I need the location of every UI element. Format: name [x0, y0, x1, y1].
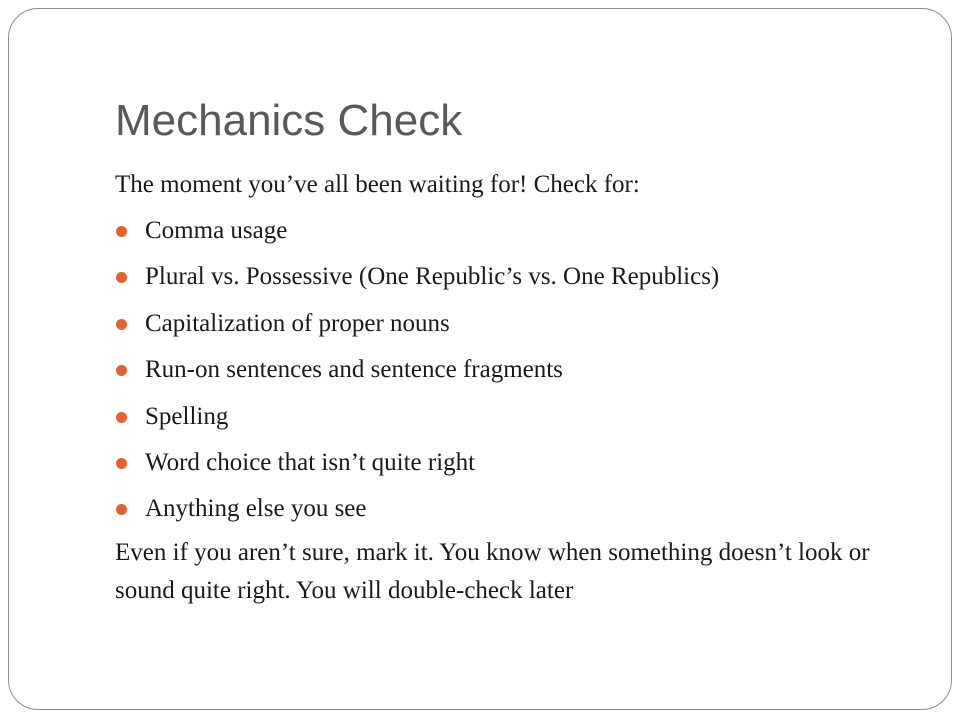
bullet-item: [115, 489, 915, 535]
bullet-icon: [116, 226, 127, 237]
slide-title: Mechanics Check: [115, 96, 463, 145]
bullet-text: Comma usage: [145, 217, 288, 244]
bullet-text: Word choice that isn’t quite right: [145, 448, 476, 476]
bullet-text: Run-on sentences and sentence fragments: [145, 356, 563, 384]
bullet-text: Anything else you see: [145, 495, 367, 523]
slide-body: [115, 165, 915, 610]
bullet-icon: [116, 319, 127, 330]
bullet-text: Plural vs. Possessive (One Republic’s vs. One Republics): [145, 263, 720, 291]
bullet-text: Spelling: [145, 402, 229, 430]
bullet-item: [115, 211, 915, 257]
bullet-text: Capitalization of proper nouns: [145, 309, 450, 337]
bullet-icon: [116, 458, 127, 469]
bullet-icon: [116, 504, 127, 515]
bullet-list: [115, 211, 915, 536]
bullet-icon: [116, 365, 127, 376]
intro-text: The moment you’ve all been waiting for! Check for:: [115, 171, 640, 198]
bullet-item: [115, 304, 915, 350]
bullet-item: [115, 350, 915, 396]
closing-text: Even if you aren’t sure, mark it. You know when something doesn’t look or sound quite right. You will double-check later: [115, 538, 870, 604]
bullet-item: [115, 397, 915, 443]
bullet-icon: [116, 412, 127, 423]
bullet-icon: [116, 272, 127, 283]
bullet-item: [115, 257, 915, 303]
bullet-item: [115, 443, 915, 489]
slide-frame: [8, 8, 952, 710]
